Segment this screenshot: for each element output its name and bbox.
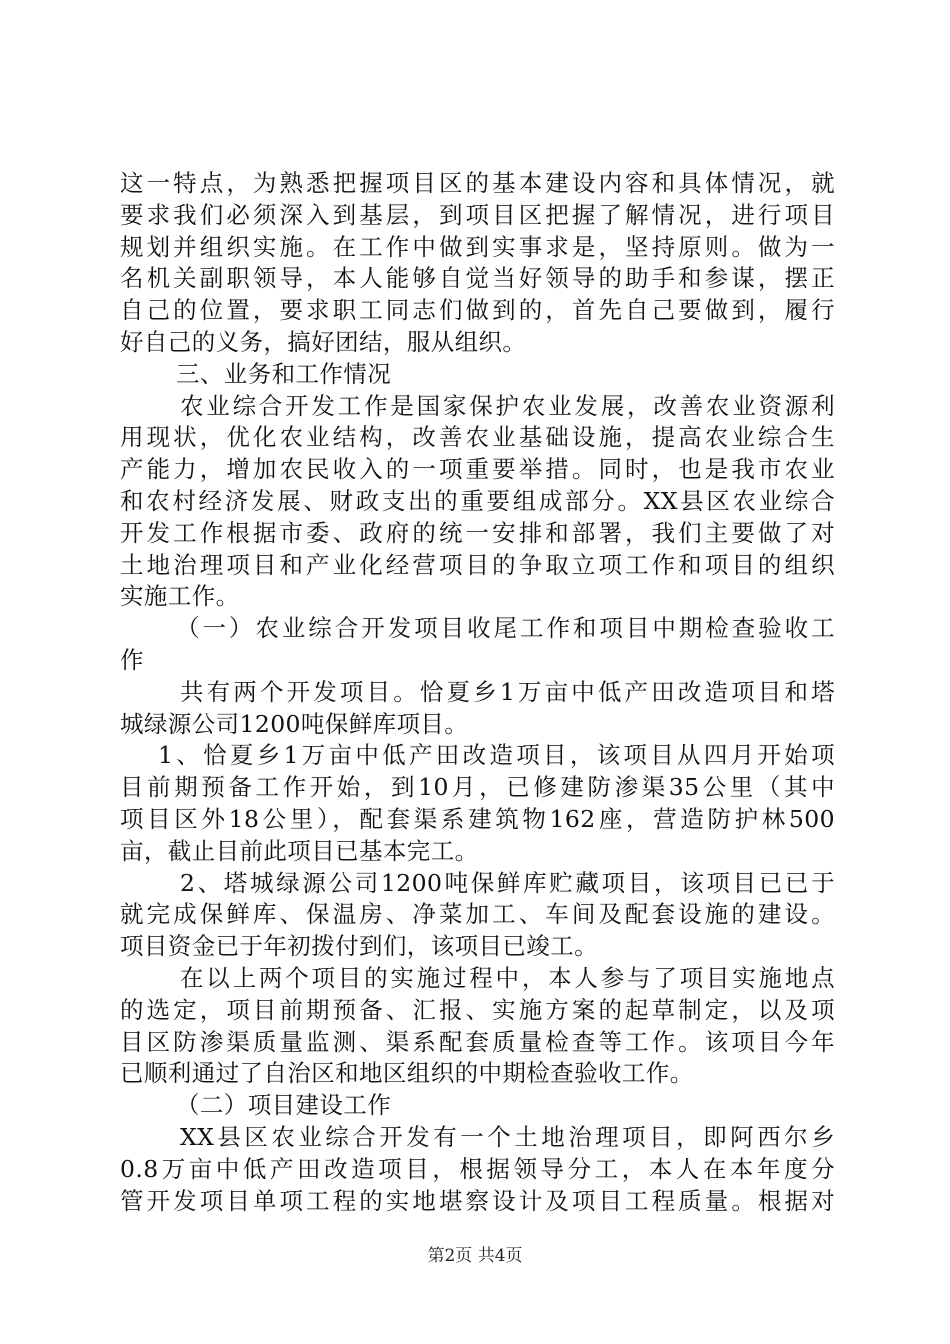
text-line: 项目资金已于年初拨付到们，该项目已竣工。	[120, 932, 598, 961]
text-line: 用现状，优化农业结构，改善农业基础设施，提高农业综合生	[120, 423, 835, 452]
text-line: 自己的位置，要求职工同志们做到的，首先自己要做到，履行	[120, 296, 835, 325]
text-line: 三、业务和工作情况	[176, 359, 392, 388]
text-line: 农业综合开发工作是国家保护农业发展，改善农业资源利	[180, 391, 835, 420]
text-line: 0.8万亩中低产田改造项目，根据领导分工，本人在本年度分	[120, 1154, 835, 1183]
text-line: （一）农业综合开发项目收尾工作和项目中期检查验收工	[176, 614, 835, 643]
text-line: 作	[120, 645, 144, 674]
text-line: 1、恰夏乡1万亩中低产田改造项目，该项目从四月开始项	[158, 741, 835, 770]
text-line: 好自己的义务，搞好团结，服从组织。	[120, 327, 527, 356]
text-line: 在以上两个项目的实施过程中，本人参与了项目实施地点	[180, 963, 835, 992]
text-line: 名机关副职领导，本人能够自觉当好领导的助手和参谋，摆正	[120, 264, 835, 293]
text-line: 开发工作根据市委、政府的统一安排和部署，我们主要做了对	[120, 518, 835, 547]
text-line: 已顺利通过了自治区和地区组织的中期检查验收工作。	[120, 1059, 694, 1088]
text-line: 共有两个开发项目。恰夏乡1万亩中低产田改造项目和塔	[180, 677, 835, 706]
text-line: 实施工作。	[120, 582, 240, 611]
text-line: 这一特点，为熟悉把握项目区的基本建设内容和具体情况，就	[120, 169, 835, 197]
text-line: 城绿源公司1200吨保鲜库项目。	[120, 709, 469, 738]
text-line: XX县区农业综合开发有一个土地治理项目，即阿西尔乡	[180, 1122, 835, 1151]
document-body	[120, 168, 835, 1217]
text-line: 土地治理项目和产业化经营项目的争取立项工作和项目的组织	[120, 550, 835, 579]
text-line: （二）项目建设工作	[176, 1091, 392, 1120]
text-line: 要求我们必须深入到基层，到项目区把握了解情况，进行项目	[120, 200, 835, 229]
text-line: 亩，截止目前此项目已基本完工。	[120, 836, 479, 865]
text-line: 规划并组织实施。在工作中做到实事求是，坚持原则。做为一	[120, 232, 835, 261]
text-line: 管开发项目单项工程的实地堪察设计及项目工程质量。根据对	[120, 1186, 835, 1215]
text-line: 目区防渗渠质量监测、渠系配套质量检查等工作。该项目今年	[120, 1027, 835, 1056]
text-line: 和农村经济发展、财政支出的重要组成部分。XX县区农业综合	[120, 486, 835, 515]
text-line: 产能力，增加农民收入的一项重要举措。同时，也是我市农业	[120, 455, 835, 484]
text-line: 的选定，项目前期预备、汇报、实施方案的起草制定，以及项	[120, 995, 835, 1024]
text-line: 2、塔城绿源公司1200吨保鲜库贮藏项目，该项目已已于	[180, 868, 835, 897]
text-line: 目前期预备工作开始，到10月，已修建防渗渠35公里（其中	[120, 773, 835, 802]
text-line: 就完成保鲜库、保温房、净菜加工、车间及配套设施的建设。	[120, 900, 835, 929]
page-footer: 第2页 共4页	[427, 1246, 523, 1266]
text-line: 项目区外18公里），配套渠系建筑物162座，营造防护林500	[120, 804, 835, 833]
